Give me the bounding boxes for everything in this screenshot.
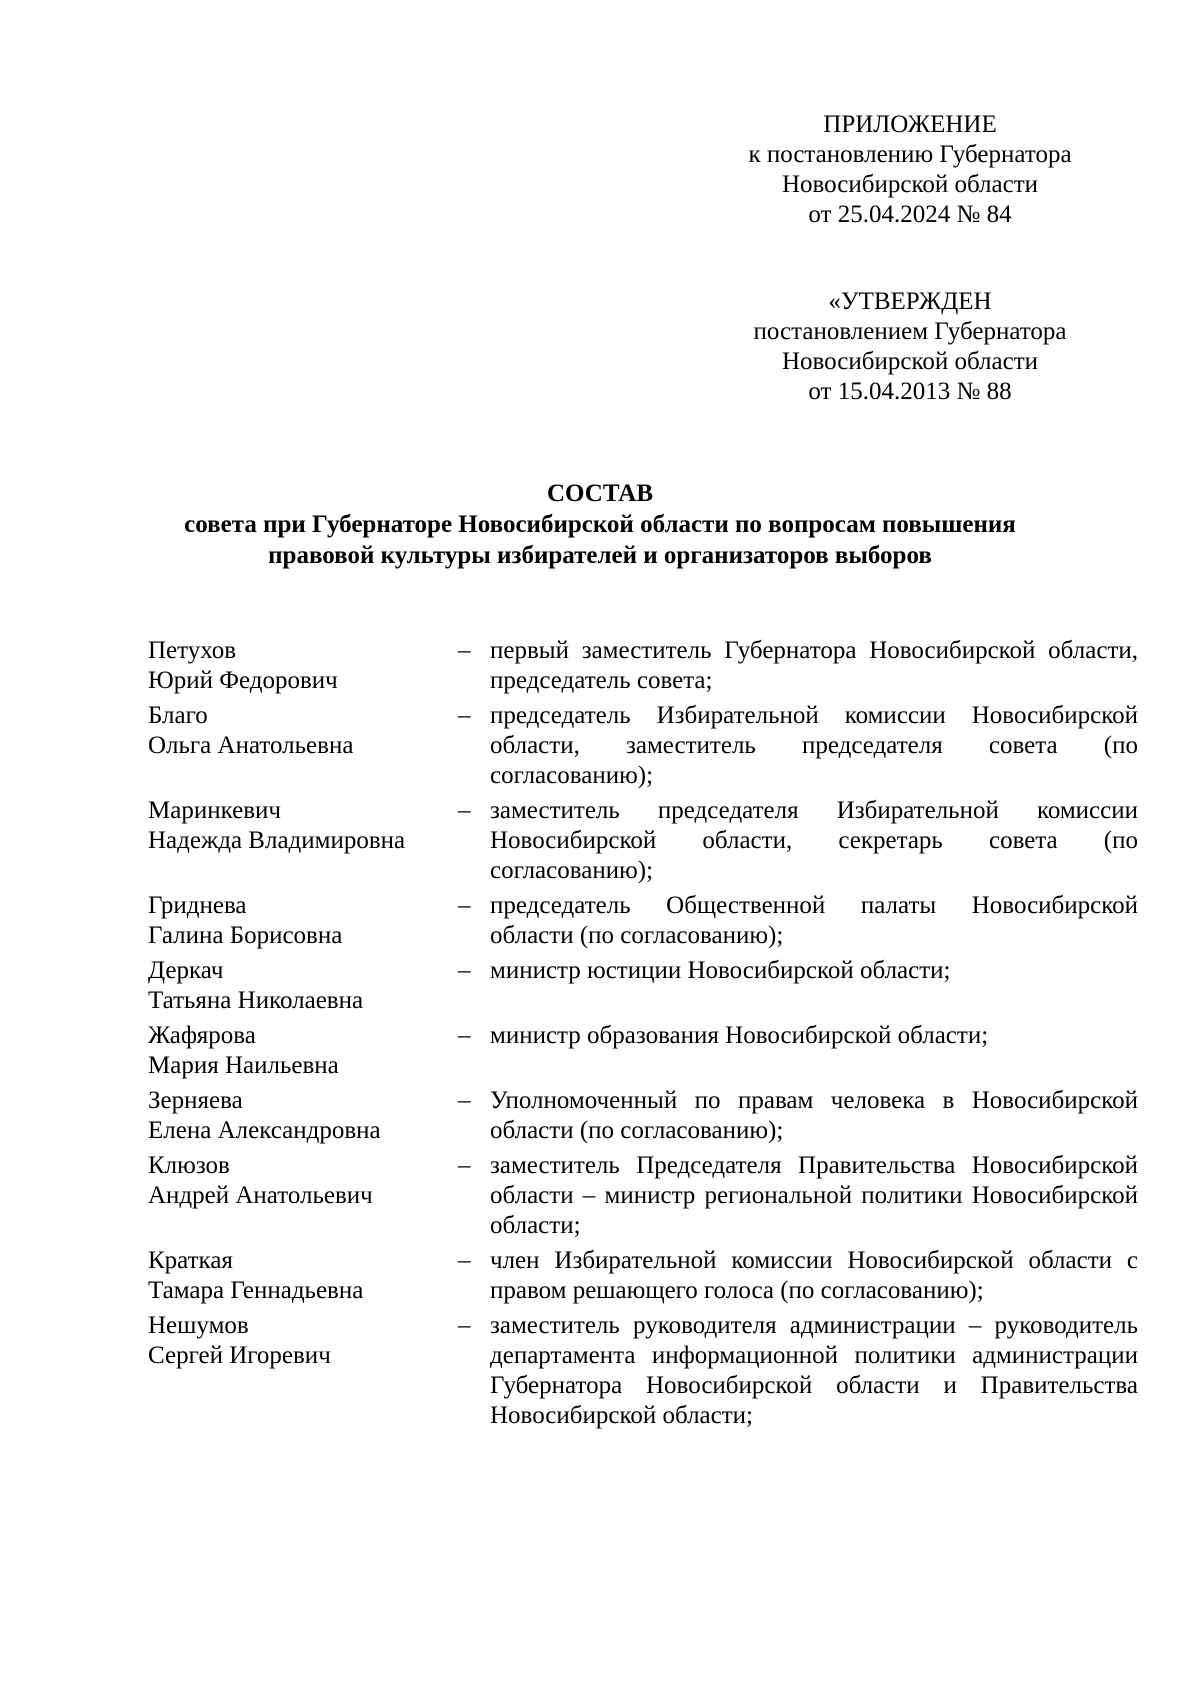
member-given-name: Ольга Анатольевна <box>148 732 354 759</box>
member-name <box>148 1021 458 1081</box>
member-given-name: Андрей Анатольевич <box>148 1182 373 1209</box>
member-surname: Краткая <box>148 1247 233 1274</box>
approved-reference: постановлением Губернатора <box>753 318 1067 345</box>
member-row <box>148 701 1138 791</box>
appendix-region: Новосибирской области <box>781 171 1039 198</box>
member-dash: – <box>458 1247 471 1274</box>
member-dash: – <box>458 1022 471 1049</box>
member-name <box>148 1311 458 1431</box>
member-given-name: Елена Александровна <box>148 1117 381 1144</box>
member-surname: Жафярова <box>148 1022 256 1049</box>
member-surname: Деркач <box>148 957 224 984</box>
title-heading: СОСТАВ <box>546 480 654 507</box>
member-row <box>148 1021 1138 1081</box>
member-role: председатель Избирательной комиссии Новосибирской области, заместитель председателя совета (по согласованию); <box>490 702 1138 789</box>
member-dash: – <box>458 797 471 824</box>
member-surname: Маринкевич <box>148 797 281 824</box>
member-name <box>148 956 458 1016</box>
member-surname: Клюзов <box>148 1152 230 1179</box>
member-surname: Гриднева <box>148 892 247 919</box>
appendix-block <box>740 110 1080 230</box>
member-name <box>148 1246 458 1306</box>
member-role: член Избирательной комиссии Новосибирской области с правом решающего голоса (по согласованию); <box>490 1247 1138 1304</box>
member-dash: – <box>458 957 471 984</box>
member-role: заместитель председателя Избирательной комиссии Новосибирской области, секретарь совета (по согласованию); <box>490 797 1138 884</box>
member-row <box>148 1246 1138 1306</box>
member-role: Уполномоченный по правам человека в Новосибирской области (по согласованию); <box>490 1087 1138 1144</box>
member-name <box>148 636 458 696</box>
title-line-2: правовой культуры избирателей и организаторов выборов <box>268 542 932 569</box>
member-given-name: Сергей Игоревич <box>148 1342 331 1369</box>
member-row <box>148 1311 1138 1431</box>
member-role: председатель Общественной палаты Новосибирской области (по согласованию); <box>490 892 1138 949</box>
member-role: министр образования Новосибирской области; <box>490 1022 989 1049</box>
appendix-reference: к постановлению Губернатора <box>748 141 1072 168</box>
member-dash: – <box>458 1312 471 1339</box>
member-given-name: Галина Борисовна <box>148 922 343 949</box>
member-dash: – <box>458 1152 471 1179</box>
member-row <box>148 796 1138 886</box>
approved-region: Новосибирской области <box>781 348 1039 375</box>
member-given-name: Татьяна Николаевна <box>148 987 364 1014</box>
member-surname: Зерняева <box>148 1087 243 1114</box>
appendix-heading: ПРИЛОЖЕНИЕ <box>823 111 997 138</box>
member-row <box>148 636 1138 696</box>
title-line-1: совета при Губернаторе Новосибирской области по вопросам повышения <box>184 511 1016 538</box>
approved-date-number: от 15.04.2013 № 88 <box>808 378 1012 405</box>
member-role: первый заместитель Губернатора Новосибирской области, председатель совета; <box>490 637 1138 694</box>
member-dash: – <box>458 892 471 919</box>
member-dash: – <box>458 1087 471 1114</box>
member-surname: Петухов <box>148 637 237 664</box>
member-dash: – <box>458 702 471 729</box>
member-name <box>148 796 458 886</box>
member-given-name: Мария Наильевна <box>148 1052 339 1079</box>
member-surname: Нешумов <box>148 1312 249 1339</box>
member-role: министр юстиции Новосибирской области; <box>490 957 951 984</box>
member-role: заместитель Председателя Правительства Новосибирской области – министр региональной политики Новосибирской области; <box>490 1152 1138 1239</box>
member-given-name: Тамара Геннадьевна <box>148 1277 364 1304</box>
member-surname: Благо <box>148 702 208 729</box>
member-row <box>148 891 1138 951</box>
member-name <box>148 1086 458 1146</box>
document-title <box>120 478 1080 571</box>
appendix-date-number: от 25.04.2024 № 84 <box>808 201 1012 228</box>
member-name <box>148 891 458 951</box>
members-list <box>148 636 1138 1436</box>
member-row <box>148 1086 1138 1146</box>
member-role: заместитель руководителя администрации – руководитель департамента информационной политики администрации Губернатора Новосибирской области и Правительства Новосибирской области; <box>490 1312 1138 1429</box>
member-dash: – <box>458 637 471 664</box>
member-name <box>148 1151 458 1241</box>
approved-block <box>740 287 1080 407</box>
member-row <box>148 1151 1138 1241</box>
member-given-name: Надежда Владимировна <box>148 827 406 854</box>
member-row <box>148 956 1138 1016</box>
approved-heading: «УТВЕРЖДЕН <box>828 288 992 315</box>
member-name <box>148 701 458 791</box>
member-given-name: Юрий Федорович <box>148 667 338 694</box>
